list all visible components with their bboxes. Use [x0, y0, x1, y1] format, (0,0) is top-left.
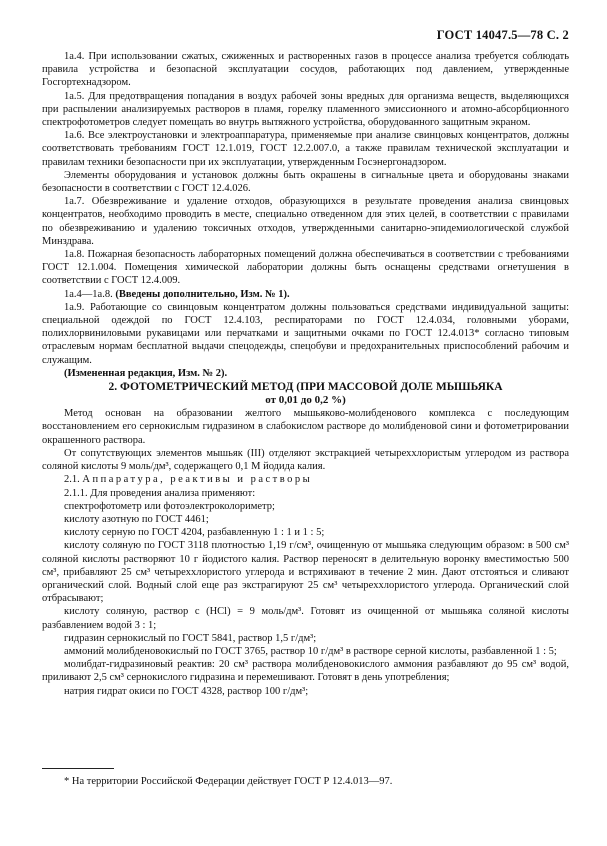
method-intro: Метод основан на образовании желтого мышьяково-молибденового комплекса с последующим восстановлением его сернокислым гидразином в слабокислом растворе до молибденовой сини и фотометрировании окрашенного раствора. — [42, 408, 569, 446]
reagent-item: натрия гидрат окиси по ГОСТ 4328, раствор 100 г/дм³; — [64, 685, 309, 697]
method-extraction: От сопутствующих элементов мышьяк (III) отделяют экстракцией четыреххлористым углеродом из раствора соляной кислоты 9 моль/дм³, содержащего 0,1 М йодида калия. — [42, 447, 569, 473]
amendment-note-2: (Измененная редакция, Изм. № 2). — [64, 367, 228, 379]
amendment-note-1-range: 1а.4—1а.8. — [64, 288, 116, 300]
footnote-divider — [42, 768, 114, 769]
subsection-title: Аппаратура, реактивы и растворы — [82, 474, 313, 486]
paragraph-equipment-colors: Элементы оборудования и установок должны быть окрашены в сигнальные цвета и оборудованы знаками безопасности в соответствии с ГОСТ 12.4.026. — [42, 169, 569, 195]
amendment-note-1 — [42, 288, 569, 301]
reagent-item: 2.1.1. Для проведения анализа применяют: — [64, 487, 256, 499]
reagent-item: кислоту соляную по ГОСТ 3118 плотностью 1,19 г/см³, очищенную от мышьяка следующим образом: в 500 см³ соляной кислоты растворяют 10 г йодистого калия. Раствор переносят в делительную воронку вместимостью 500 см³, прибавляют 25 см³ четыреххлористого углерода и встряхивают в течение 2 мин. Дают отстояться и сливают органический слой. Водный слой еще раз экстрагируют 25 см³ четыреххлористого углерода. Органический слой отбрасывают; — [42, 540, 569, 605]
paragraph-1a8: 1а.8. Пожарная безопасность лабораторных помещений должна обеспечиваться в соответствии с требованиями ГОСТ 12.1.004. Помещения химической лаборатории должны быть оснащены средствами огнетушения в соответствии с ГОСТ 12.4.009. — [42, 249, 569, 287]
reagent-item: аммоний молибденовокислый по ГОСТ 3765, раствор 10 г/дм³ в растворе серной кислоты, разбавленной 1 : 5; — [64, 645, 557, 657]
subsection-heading — [42, 473, 569, 486]
paragraph-1a7: 1а.7. Обезвреживание и удаление отходов, образующихся в результате проведения анализа свинцовых концентратов, необходимо проводить в месте, специально отведенном для этих целей, в соответствии с правилами по обезвреживанию и удалению токсичных отходов, утвержденными санитарно-эпидемиологической службой Минздрава. — [42, 196, 569, 247]
reagent-item: молибдат-гидразиновый реактив: 20 см³ раствора молибденовокислого аммония разбавляют до 95 см³ водой, приливают 2,5 см³ сернокислого гидразина и перемешивают. Готовят в день употребления; — [42, 659, 569, 684]
document-body — [42, 50, 569, 698]
reagent-item: кислоту серную по ГОСТ 4204, разбавленную 1 : 1 и 1 : 5; — [64, 527, 325, 539]
section-2-subtitle: от 0,01 до 0,2 %) — [265, 394, 346, 407]
reagent-item: гидразин сернокислый по ГОСТ 5841, раствор 1,5 г/дм³; — [64, 632, 317, 644]
reagent-item: кислоту соляную, раствор с (HCl) = 9 моль/дм³. Готовят из очищенной от мышьяка соляной кислоты разбавлением водой 3 : 1; — [42, 606, 569, 631]
section-2-title: 2. ФОТОМЕТРИЧЕСКИЙ МЕТОД (ПРИ МАССОВОЙ ДОЛЕ МЫШЬЯКА — [108, 381, 503, 394]
subsection-number: 2.1. — [64, 474, 83, 486]
paragraph-1a6: 1а.6. Все электроустановки и электроаппаратура, применяемые при анализе свинцовых концентратов, должны соответствовать требованиям ГОСТ 12.1.019, ГОСТ 12.2.007.0, а также правилам технической эксплуатации и правилам техники безопасности при их эксплуатации, утвержденным Госэнергонадзором. — [42, 130, 569, 168]
page-header: ГОСТ 14047.5—78 С. 2 — [436, 28, 569, 42]
paragraph-1a9: 1а.9. Работающие со свинцовым концентратом должны пользоваться средствами индивидуальной защиты: специальной одеждой по ГОСТ 12.4.103, респираторами по ГОСТ 12.4.034, головными уборами, полихлорвиниловыми рукавицами или перчатками и защитными очками по ГОСТ 12.4.013* согласно типовым отраслевым нормам бесплатной выдачи спецодежды, спецобуви и предохранительных приспособлений рабочим и служащим. — [42, 301, 569, 366]
footnote: * На территории Российской Федерации действует ГОСТ Р 12.4.013—97. — [64, 776, 393, 787]
reagent-item: спектрофотометр или фотоэлектроколориметр; — [64, 500, 275, 512]
reagent-item: кислоту азотную по ГОСТ 4461; — [64, 513, 209, 525]
amendment-note-1-text: (Введены дополнительно, Изм. № 1). — [115, 288, 290, 300]
paragraph-1a4: 1а.4. При использовании сжатых, сжиженных и растворенных газов в процессе анализа требуется соблюдать правила устройства и безопасной эксплуатации сосудов, работающих под давлением, утвержденные Госгортехнадзором. — [42, 51, 569, 89]
paragraph-1a5: 1а.5. Для предотвращения попадания в воздух рабочей зоны вредных для организма веществ, выделяющихся при распылении анализируемых растворов в пламя, горелку пламенного эмиссионного и атомно-абсорбционного спектрофотометров следует помещать во внутрь вытяжного устройства, оборудованного защитным экраном. — [42, 90, 569, 129]
